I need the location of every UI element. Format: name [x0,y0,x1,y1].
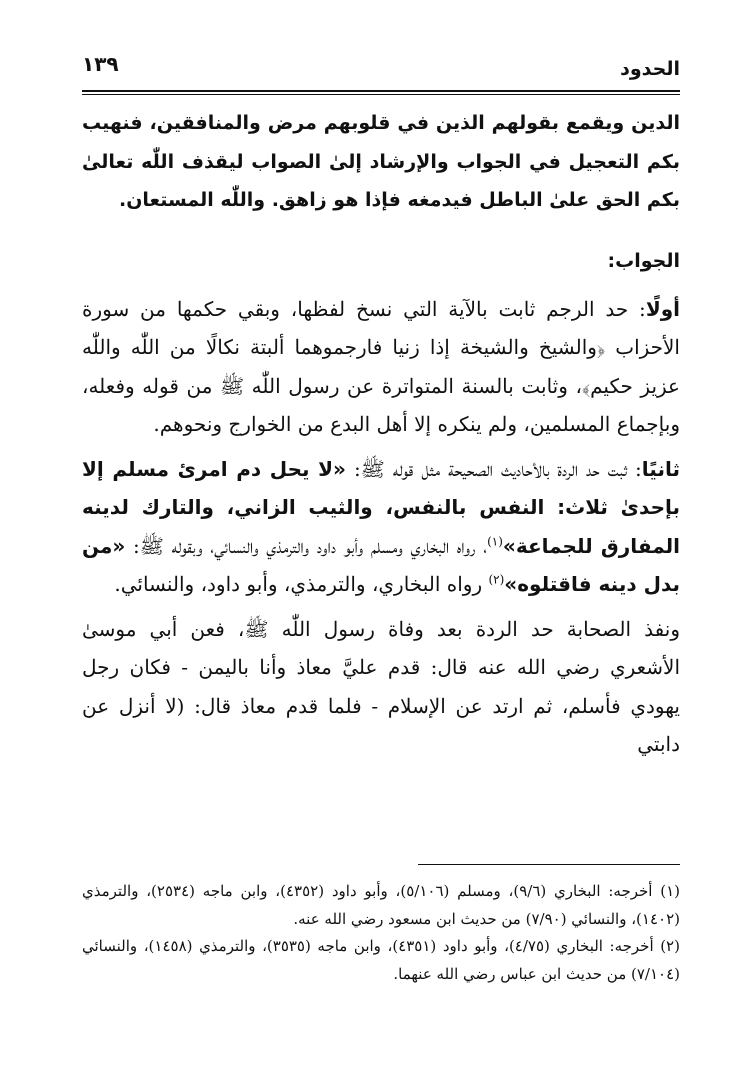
paragraph-first-lead: أولًا [645,296,680,321]
paragraph-second-text-a: : ثبت حد الردة بالأحاديث الصحيحة مثل قوله ﷺ: [345,456,642,481]
footnote-ref-one[interactable]: (١) [487,533,503,548]
answer-heading: الجواب: [607,249,680,272]
footnote-two: (٢) أخرجه: البخاري (٤/٧٥)، وأبو داود (٤٣٥١)، وابن ماجه (٣٥٣٥)، والترمذي (١٤٥٨)، والنسائي (٧/١٠٤) من حديث ابن عباس رضي الله عنهما. [82,937,680,983]
header-divider [82,90,680,95]
paragraph-second [82,450,680,604]
hadith-quote-one: «لا يحل دم امرئ مسلم إلا بإحدىٰ ثلاث: النفس بالنفس، والثيب الزاني، والتارك لدينه المفارق للجماعة» [82,456,680,558]
main-text [82,104,680,764]
footnote-divider [418,864,680,865]
hadith-quote-two: «من بدل دينه فاقتلوه» [82,533,680,596]
paragraph-first [82,290,680,444]
footnote-one: (١) أخرجه: البخاري (٩/٦)، ومسلم (٥/١٠٦)، وأبو داود (٤٣٥٢)، وابن ماجه (٢٥٣٤)، والترمذي (١٤٠٢)، والنسائي (٧/٩٠) من حديث ابن مسعود رضي الله عنه. [82,882,680,928]
footnotes [82,878,680,988]
footnote-ref-two[interactable]: (٢) [488,572,505,587]
page-number: ١٣٩ [82,52,119,76]
paragraph-third: ونفذ الصحابة حد الردة بعد وفاة رسول اللّٰه ﷺ، فعن أبي موسىٰ الأشعري رضي الله عنه قال: قدم عليَّ معاذ وأنا باليمن - فكان رجل يهودي فأسلم، ثم ارتد عن الإسلام - فلما قدم معاذ قال: (لا أنزل عن دابتي [82,616,680,756]
chapter-title: الحدود [620,58,680,80]
running-header [82,50,680,90]
question-excerpt: الدين ويقمع بقولهم الذين في قلوبهم مرض والمنافقين، فنهيب بكم التعجيل في الجواب والإرشاد إلىٰ الصواب ليقذف اللّٰه تعالىٰ بكم الحق علىٰ الباطل فيدمغه فإذا هو زاهق. واللّٰه المستعان. [82,112,680,211]
paragraph-second-text-c: رواه البخاري، والترمذي، وأبو داود، والنسائي. [114,572,489,596]
paragraph-second-lead: ثانيًا [641,456,680,481]
paragraph-first-text: : حد الرجم ثابت بالآية التي نسخ لفظها، وبقي حكمها من سورة الأحزاب ﴿والشيخ والشيخة إذا زنيا فارجموهما ألبتة نكالًا من اللّٰه واللّٰه عزيز حكيم﴾، وثابت بالسنة المتواترة عن رسول اللّٰه ﷺ من قوله وفعله، وبإجماع المسلمين، ولم ينكره إلا أهل البدع من الخوارج ونحوهم. [82,296,680,436]
paragraph-second-text-b: ، رواه البخاري ومسلم وأبو داود والترمذي والنسائي، وبقوله ﷺ: [125,533,488,558]
